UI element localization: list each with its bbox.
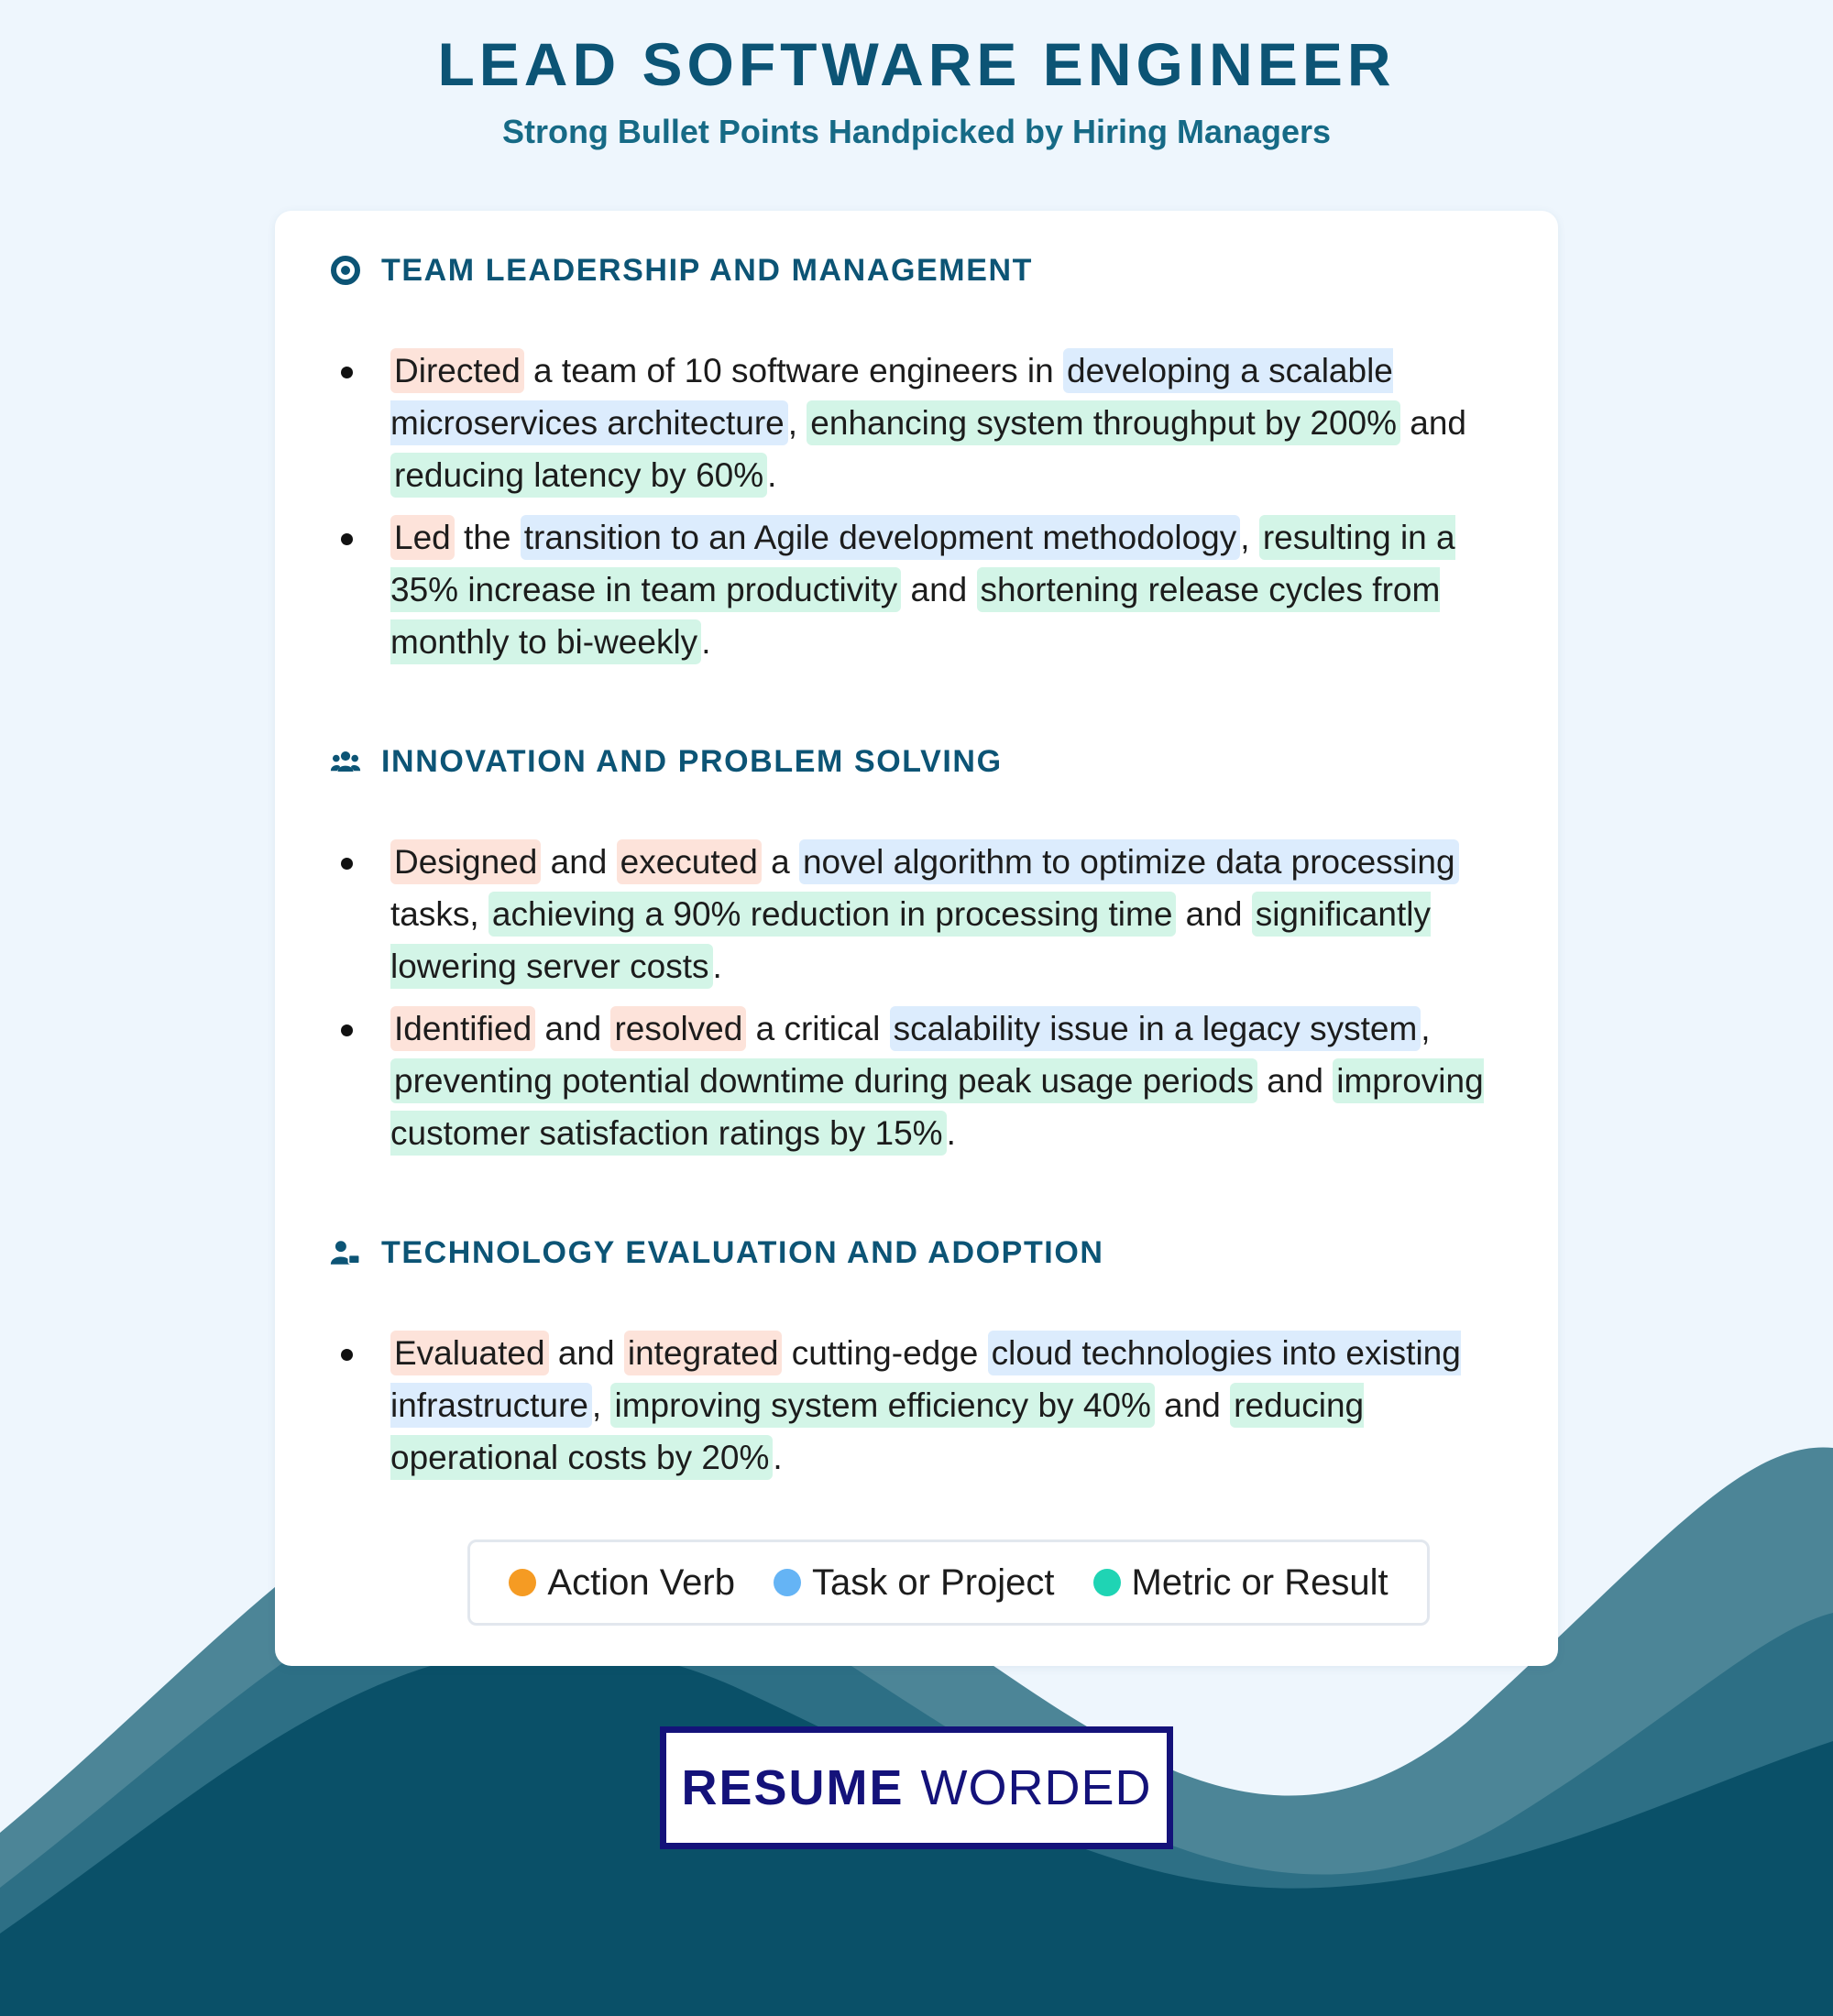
page-header bbox=[0, 27, 1833, 152]
bullet-list bbox=[330, 1327, 1531, 1484]
resume-worded-logo bbox=[660, 1726, 1173, 1849]
metric-highlight: preventing potential downtime during peak usage periods bbox=[390, 1058, 1257, 1103]
target-icon bbox=[330, 255, 361, 286]
logo-light-text: WORDED bbox=[920, 1760, 1152, 1815]
bullet-text: and bbox=[1400, 404, 1467, 442]
section-title: TECHNOLOGY EVALUATION AND ADOPTION bbox=[381, 1234, 1104, 1270]
bullet-list bbox=[330, 345, 1531, 668]
action-highlight: Identified bbox=[390, 1006, 535, 1051]
bullet-text: and bbox=[548, 1334, 624, 1372]
metric-highlight: achieving a 90% reduction in processing time bbox=[488, 892, 1176, 937]
bullet-list bbox=[330, 836, 1531, 1159]
section-innovation bbox=[330, 739, 1531, 1169]
metric-highlight: enhancing system throughput by 200% bbox=[807, 400, 1400, 445]
bullet-text: . bbox=[701, 623, 711, 661]
metric-highlight: resulting in a 35% increase in team productivity bbox=[390, 515, 1455, 612]
section-header bbox=[330, 247, 1531, 293]
action-dot-icon bbox=[509, 1569, 536, 1596]
metric-highlight: significantly lowering server costs bbox=[390, 892, 1431, 989]
bullet-text: and bbox=[541, 843, 617, 881]
bullet-item bbox=[330, 836, 1531, 992]
bullet-text: . bbox=[773, 1439, 783, 1476]
bullet-text: and bbox=[1257, 1062, 1334, 1100]
bullet-text: and bbox=[901, 571, 977, 608]
task-dot-icon bbox=[774, 1569, 801, 1596]
bullet-text: a team of 10 software engineers in bbox=[523, 352, 1064, 389]
action-highlight: Designed bbox=[390, 839, 541, 884]
bullet-item bbox=[330, 345, 1531, 501]
metric-highlight: reducing latency by 60% bbox=[390, 453, 767, 498]
action-highlight: Led bbox=[390, 515, 455, 560]
page-subtitle: Strong Bullet Points Handpicked by Hiring Managers bbox=[501, 113, 1332, 150]
legend-action bbox=[509, 1562, 735, 1604]
user-tag-icon bbox=[330, 1237, 361, 1268]
legend-metric bbox=[1093, 1562, 1388, 1604]
section-title: INNOVATION AND PROBLEM SOLVING bbox=[381, 743, 1003, 779]
metric-highlight: improving customer satisfaction ratings by 15% bbox=[390, 1058, 1484, 1156]
bullet-text: tasks, bbox=[390, 895, 488, 933]
section-header bbox=[330, 1230, 1531, 1276]
bullet-item bbox=[330, 1003, 1531, 1159]
bullet-text: a critical bbox=[746, 1010, 890, 1047]
section-title: TEAM LEADERSHIP AND MANAGEMENT bbox=[381, 252, 1034, 288]
task-highlight: transition to an Agile development methodology bbox=[521, 515, 1241, 560]
legend-action-label: Action Verb bbox=[547, 1561, 735, 1603]
bullet-text: and bbox=[535, 1010, 611, 1047]
metric-highlight: shortening release cycles from monthly to bi-weekly bbox=[390, 567, 1440, 664]
section-team-leadership bbox=[330, 247, 1531, 678]
bullet-text: the bbox=[454, 519, 521, 556]
bullet-points-card bbox=[275, 211, 1558, 1666]
legend-task-label: Task or Project bbox=[811, 1561, 1055, 1603]
bullet-text: cutting-edge bbox=[782, 1334, 988, 1372]
legend-task bbox=[774, 1562, 1055, 1604]
action-highlight: resolved bbox=[610, 1006, 746, 1051]
bullet-text: , bbox=[591, 1386, 611, 1424]
bullet-text: , bbox=[787, 404, 807, 442]
highlight-legend bbox=[467, 1539, 1430, 1626]
bullet-text: and bbox=[1154, 1386, 1231, 1424]
bullet-text: a bbox=[761, 843, 799, 881]
bullet-text: and bbox=[1176, 895, 1252, 933]
action-highlight: executed bbox=[617, 839, 762, 884]
bullet-item bbox=[330, 511, 1531, 668]
page-title: LEAD SOFTWARE ENGINEER bbox=[437, 30, 1396, 98]
bullet-item bbox=[330, 1327, 1531, 1484]
bullet-text: , bbox=[1421, 1010, 1431, 1047]
action-highlight: Evaluated bbox=[390, 1331, 549, 1375]
metric-highlight: reducing operational costs by 20% bbox=[390, 1383, 1364, 1480]
task-highlight: novel algorithm to optimize data processing bbox=[799, 839, 1459, 884]
logo-strong-text: RESUME bbox=[681, 1760, 905, 1815]
legend-metric-label: Metric or Result bbox=[1131, 1561, 1388, 1603]
section-header bbox=[330, 739, 1531, 784]
bullet-text: , bbox=[1240, 519, 1259, 556]
bullet-text: . bbox=[712, 948, 722, 985]
users-group-icon bbox=[330, 746, 361, 777]
bullet-text: . bbox=[946, 1114, 956, 1152]
section-technology bbox=[330, 1230, 1531, 1494]
task-highlight: scalability issue in a legacy system bbox=[890, 1006, 1421, 1051]
action-highlight: integrated bbox=[624, 1331, 783, 1375]
metric-highlight: improving system efficiency by 40% bbox=[610, 1383, 1154, 1428]
action-highlight: Directed bbox=[390, 348, 524, 393]
task-highlight: developing a scalable microservices architecture bbox=[390, 348, 1393, 445]
metric-dot-icon bbox=[1093, 1569, 1121, 1596]
bullet-text: . bbox=[767, 456, 777, 494]
task-highlight: cloud technologies into existing infrastructure bbox=[390, 1331, 1461, 1428]
